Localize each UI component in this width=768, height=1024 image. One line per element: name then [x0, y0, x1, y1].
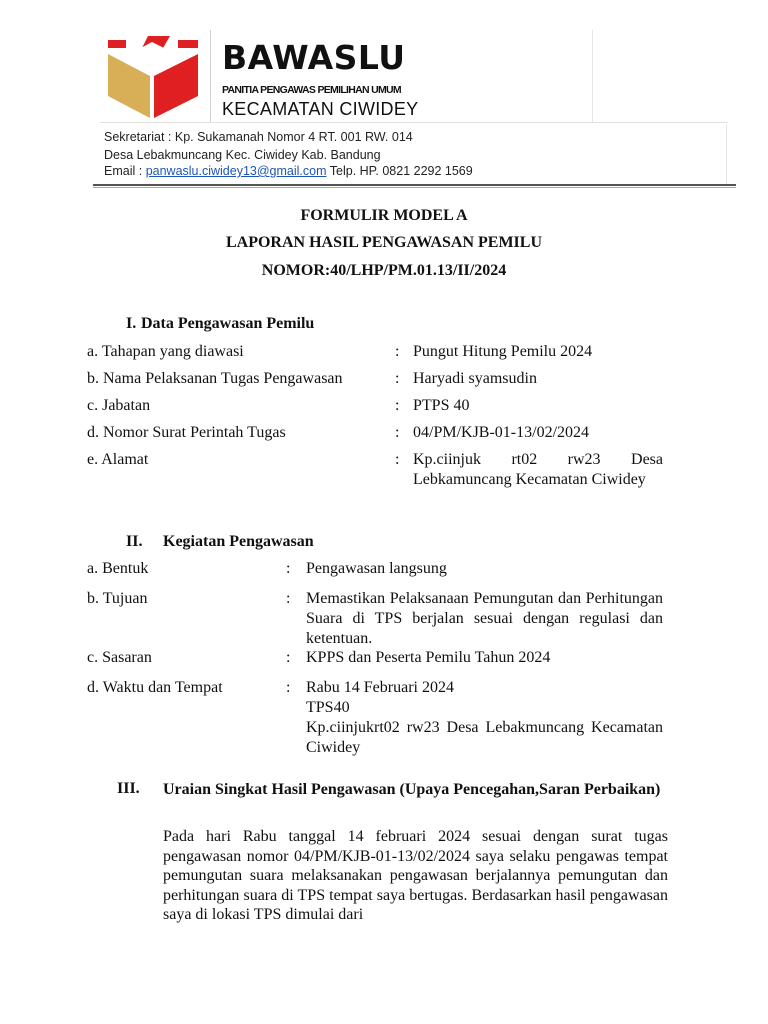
field-label: a. Bentuk	[87, 560, 149, 577]
org-name: BAWASLU	[222, 38, 406, 77]
field-value	[306, 678, 663, 758]
field-label: c. Jabatan	[87, 397, 151, 414]
letterhead-divider	[210, 30, 211, 122]
field-value: PTPS 40	[413, 397, 470, 414]
field-colon: :	[395, 343, 400, 360]
form-title: FORMULIR MODEL A	[300, 207, 468, 224]
field-label: b. Nama Pelaksanan Tugas Pengawasan	[87, 370, 343, 387]
org-district: KECAMATAN CIWIDEY	[222, 99, 419, 119]
letterhead-rule	[93, 187, 736, 188]
field-value-line: TPS40	[306, 699, 350, 716]
org-subtitle: PANITIA PENGAWAS PEMILIHAN UMUM	[222, 84, 401, 96]
report-title: LAPORAN HASIL PENGAWASAN PEMILU	[225, 234, 543, 251]
field-value-line: Rabu 14 Februari 2024	[306, 679, 454, 696]
field-colon: :	[395, 451, 400, 468]
report-number: NOMOR:40/LHP/PM.01.13/II/2024	[261, 262, 507, 279]
field-colon: :	[286, 590, 291, 607]
address-line-1: Sekretariat : Kp. Sukamanah Nomor 4 RT. 001 RW. 014	[104, 130, 413, 144]
letterhead-divider	[100, 122, 728, 123]
section-2-number: II.	[126, 533, 143, 550]
letterhead-rule	[93, 184, 736, 186]
field-value: Haryadi syamsudin	[413, 370, 537, 387]
address-line-2: Desa Lebakmuncang Kec. Ciwidey Kab. Bandung	[104, 148, 381, 162]
letterhead-divider	[726, 124, 727, 184]
section-1-heading: Data Pengawasan Pemilu	[141, 315, 315, 332]
field-colon: :	[395, 397, 400, 414]
field-label: e. Alamat	[87, 451, 149, 468]
email-link[interactable]: panwaslu.ciwidey13@gmail.com	[145, 164, 327, 178]
section-2-heading: Kegiatan Pengawasan	[163, 533, 314, 550]
field-label: d. Nomor Surat Perintah Tugas	[87, 424, 286, 441]
section-3-paragraph: Pada hari Rabu tanggal 14 februari 2024 sesuai dengan surat tugas pengawasan nomor 04/PM/KJB-01-13/02/2024 saya selaku pengawas tempat pemungutan suara melaksanakan pengawasan berjalannya pemungutan dan perhitungan suara di TPS tempat saya bertugas. Berdasarkan hasil pengawasan saya di lokasi TPS dimulai dari	[163, 828, 668, 923]
field-value: 04/PM/KJB-01-13/02/2024	[413, 424, 590, 441]
email-label: Email :	[104, 164, 146, 178]
section-3-number: III.	[117, 780, 140, 797]
field-colon: :	[286, 649, 291, 666]
field-value-line: Kp.ciinjukrt02 rw23 Desa Lebakmuncang Kecamatan Ciwidey	[306, 719, 663, 756]
field-colon: :	[395, 370, 400, 387]
section-3-heading: Uraian Singkat Hasil Pengawasan (Upaya Pencegahan,Saran Perbaikan)	[163, 781, 661, 798]
letterhead-divider	[592, 30, 593, 122]
field-label: c. Sasaran	[87, 649, 152, 666]
field-value: Pungut Hitung Pemilu 2024	[413, 343, 593, 360]
field-value: Kp.ciinjuk rt02 rw23 Desa Lebkamuncang Kecamatan Ciwidey	[413, 451, 663, 488]
bawaslu-logo-icon	[104, 34, 200, 120]
field-value: Pengawasan langsung	[306, 560, 447, 577]
field-label: d. Waktu dan Tempat	[87, 679, 223, 696]
field-value: KPPS dan Peserta Pemilu Tahun 2024	[306, 649, 551, 666]
field-label: b. Tujuan	[87, 590, 148, 607]
field-colon: :	[286, 679, 291, 696]
field-colon: :	[395, 424, 400, 441]
field-value: Memastikan Pelaksanaan Pemungutan dan Perhitungan Suara di TPS berjalan sesuai dengan regulasi dan ketentuan.	[306, 590, 663, 647]
contact-line	[104, 164, 473, 178]
section-1-number: I.	[126, 315, 137, 332]
field-colon: :	[286, 560, 291, 577]
phone-text: Telp. HP. 0821 2292 1569	[326, 164, 473, 178]
field-label: a. Tahapan yang diawasi	[87, 343, 244, 360]
